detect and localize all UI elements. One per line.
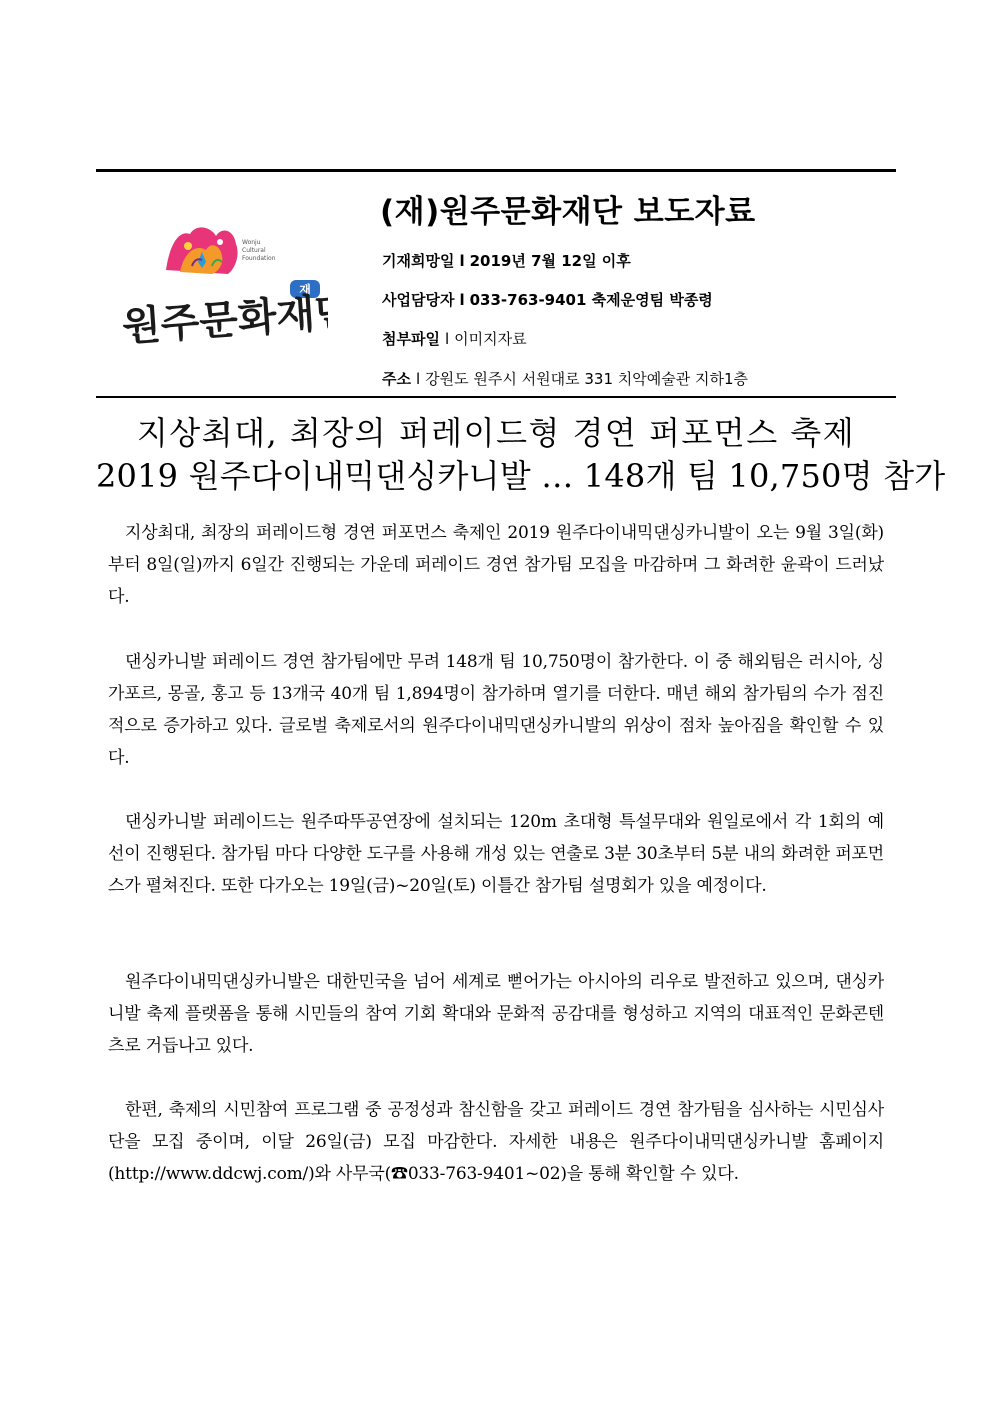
meta-value: 강원도 원주시 서원대로 331 치악예술관 지하1층 xyxy=(425,370,748,388)
meta-label: 사업담당자 xyxy=(382,291,455,309)
meta-contact xyxy=(382,289,713,310)
meta-value: 2019년 7월 12일 이후 xyxy=(469,252,631,270)
meta-separator: l xyxy=(459,252,465,270)
press-release-title: (재)원주문화재단 보도자료 xyxy=(380,194,756,230)
body-paragraph xyxy=(108,966,884,1062)
svg-text:Foundation: Foundation xyxy=(242,255,276,262)
meta-label: 주소 xyxy=(382,370,411,388)
meta-address xyxy=(382,368,748,389)
body-paragraph xyxy=(108,806,884,902)
paragraph-text: 댄싱카니발 퍼레이드는 원주따뚜공연장에 설치되는 120m 초대형 특설무대와 원일로에서 각 1회의 예선이 진행된다. 참가팀 마다 다양한 도구를 사용해 개성 있는 연출로 3분 30초부터 5분 내의 화려한 퍼포먼스가 펼쳐진다. 또한 다가오는 19일(금)~20일(토) 이틀간 참가팀 설명회가 있을 예정이다. xyxy=(108,812,884,896)
meta-label: 첨부파일 xyxy=(382,330,440,348)
meta-release-date xyxy=(382,250,631,271)
paragraph-text: 원주다이내믹댄싱카니발은 대한민국을 넘어 세계로 뻗어가는 아시아의 리우로 발전하고 있으며, 댄싱카니발 축제 플랫폼을 통해 시민들의 참여 기회 확대와 문화적 공감대를 형성하고 지역의 대표적인 문화콘텐츠로 거듭나고 있다. xyxy=(108,972,884,1056)
svg-text:재: 재 xyxy=(299,283,311,297)
meta-value: 033-763-9401 축제운영팀 박종령 xyxy=(469,291,713,309)
header-top-rule xyxy=(96,169,896,172)
headline-line-2: 2019 원주다이내믹댄싱카니발 … 148개 팀 10,750명 참가 xyxy=(96,457,946,495)
body-paragraph xyxy=(108,1094,884,1190)
logo-calligraphy: 원주문화재단 xyxy=(120,287,328,350)
headline-line-1: 지상최대, 최장의 퍼레이드형 경연 퍼포먼스 축제 xyxy=(136,414,856,452)
meta-separator: l xyxy=(459,291,465,309)
logo-small-caption: Wonju xyxy=(242,239,261,246)
body-paragraph xyxy=(108,646,884,774)
meta-separator: l xyxy=(415,370,421,388)
foundation-logo xyxy=(118,222,328,350)
header-bottom-rule xyxy=(96,396,896,398)
meta-value: 이미지자료 xyxy=(454,330,527,348)
paragraph-text: 지상최대, 최장의 퍼레이드형 경연 퍼포먼스 축제인 2019 원주다이내믹댄싱카니발이 오는 9월 3일(화)부터 8일(일)까지 6일간 진행되는 가운데 퍼레이드 경연 참가팀 모집을 마감하며 그 화려한 윤곽이 드러났다. xyxy=(108,523,884,607)
paragraph-text: 댄싱카니발 퍼레이드 경연 참가팀에만 무려 148개 팀 10,750명이 참가한다. 이 중 해외팀은 러시아, 싱가포르, 몽골, 홍고 등 13개국 40개 팀 1,894명이 참가하며 열기를 더한다. 매년 해외 참가팀의 수가 점진적으로 증가하고 있다. 글로벌 축제로서의 원주다이내믹댄싱카니발의 위상이 점차 높아짐을 확인할 수 있다. xyxy=(108,652,884,768)
body-paragraph xyxy=(108,517,884,613)
meta-label: 기재희망일 xyxy=(382,252,455,270)
meta-attachment xyxy=(382,328,527,349)
meta-separator: l xyxy=(444,330,450,348)
paragraph-text: 한편, 축제의 시민참여 프로그램 중 공정성과 참신함을 갖고 퍼레이드 경연 참가팀을 심사하는 시민심사단을 모집 중이며, 이달 26일(금) 모집 마감한다. 자세한 내용은 원주다이내믹댄싱카니발 홈페이지(http://www.ddcwj.com/)와 사무국(☎033-763-9401~02)을 통해 확인할 수 있다. xyxy=(108,1100,884,1184)
svg-text:Cultural: Cultural xyxy=(242,247,266,254)
